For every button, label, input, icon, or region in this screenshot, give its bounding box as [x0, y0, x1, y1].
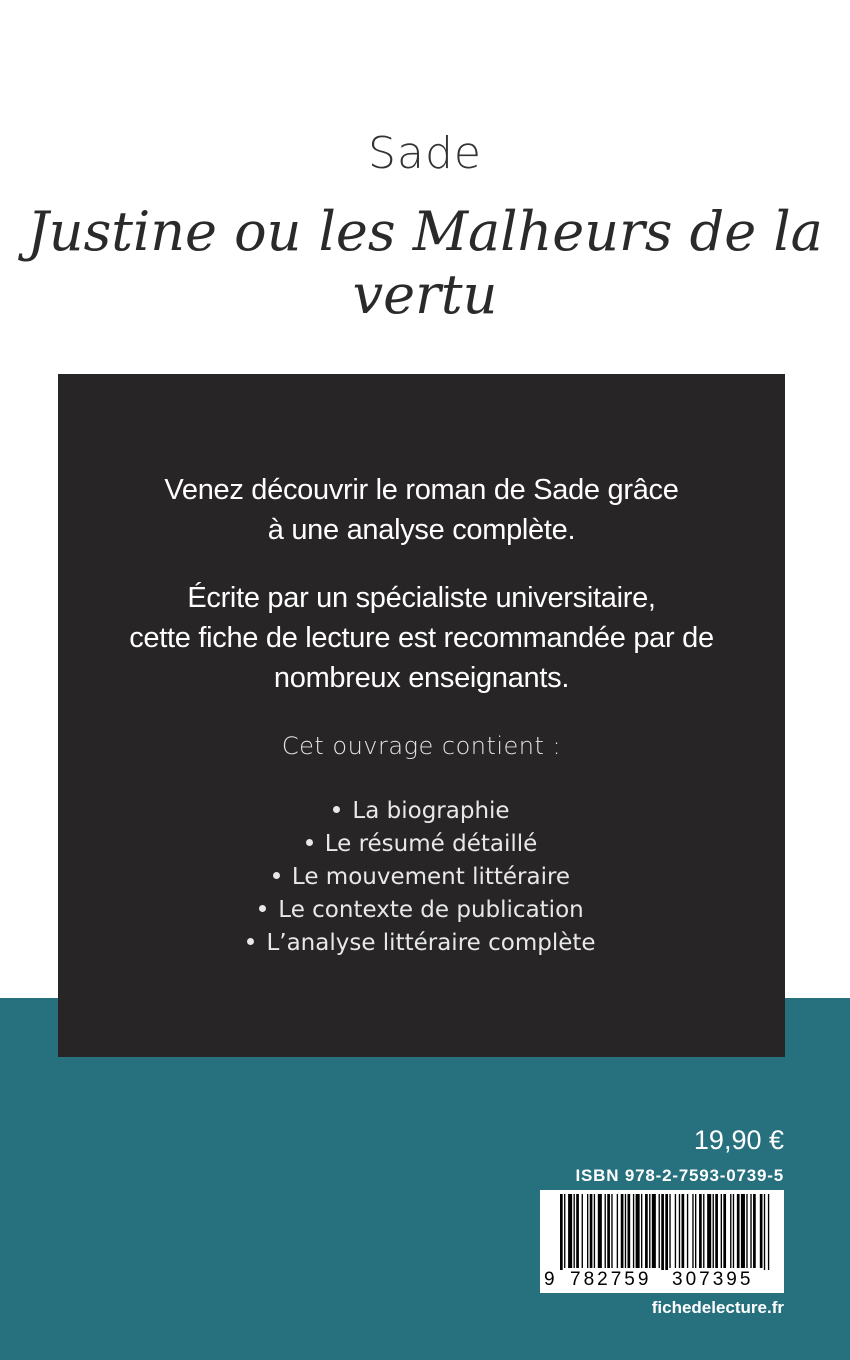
- barcode-bar: [617, 1194, 618, 1268]
- list-item: [58, 861, 785, 894]
- barcode-bar: [594, 1194, 595, 1268]
- barcode-bar: [741, 1194, 745, 1268]
- barcode-bar: [695, 1194, 696, 1268]
- barcode-bar: [652, 1194, 656, 1268]
- barcode-digits: [540, 1269, 784, 1291]
- barcode-bar: [715, 1194, 718, 1268]
- contents-heading: Cet ouvrage contient :: [281, 732, 562, 760]
- barcode-bar: [625, 1194, 626, 1268]
- barcode-bar: [713, 1194, 714, 1268]
- isbn-label: ISBN 978-2-7593-0739-5: [575, 1166, 784, 1185]
- barcode-bar: [750, 1194, 751, 1268]
- barcode-lead-digit: 9: [544, 1269, 555, 1290]
- barcode-bar: [590, 1194, 593, 1268]
- barcode-bar: [621, 1194, 624, 1268]
- barcode-bar: [723, 1194, 726, 1268]
- barcode-bar: [587, 1194, 588, 1268]
- barcode-bar: [633, 1194, 634, 1268]
- author-paragraph: [58, 578, 785, 698]
- bullet-icon: [273, 872, 280, 879]
- barcode-bar: [649, 1194, 650, 1268]
- list-item-label: Le résumé détaillé: [324, 831, 538, 857]
- barcode-bar: [737, 1194, 740, 1268]
- barcode-bar: [692, 1194, 693, 1268]
- author-line-1: Écrite par un spécialiste universitaire,: [187, 582, 656, 614]
- list-item-label: L’analyse littéraire complète: [266, 930, 596, 956]
- author-line-3: nombreux enseignants.: [273, 662, 570, 694]
- list-item-label: La biographie: [352, 798, 510, 824]
- barcode-bar: [679, 1194, 680, 1268]
- list-item-label: Le mouvement littéraire: [291, 864, 571, 890]
- barcode-bar: [564, 1194, 565, 1268]
- barcode-bar: [730, 1194, 731, 1268]
- barcode-bar: [645, 1194, 648, 1268]
- barcode-bar: [746, 1194, 747, 1268]
- contents-list: [58, 795, 785, 960]
- barcode-bar: [568, 1194, 572, 1268]
- list-item: [58, 927, 785, 960]
- bullet-icon: [306, 839, 313, 846]
- book-title: Justine ou les Malheurs de la vertu: [27, 200, 823, 326]
- barcode-bar: [707, 1194, 711, 1268]
- barcode-bar: [582, 1194, 583, 1268]
- barcode-bar: [669, 1194, 670, 1268]
- barcode-bar: [560, 1194, 563, 1270]
- barcode-bar: [636, 1194, 640, 1268]
- barcode-bar: [665, 1194, 668, 1270]
- bullet-icon: [333, 806, 340, 813]
- description-panel: [58, 374, 785, 1057]
- list-item-label: Le contexte de publication: [278, 897, 584, 923]
- barcode-bars: [540, 1190, 784, 1270]
- list-item: [58, 828, 785, 861]
- author-name: Sade: [368, 128, 482, 179]
- barcode-bar: [699, 1194, 702, 1268]
- barcode-bar: [641, 1194, 642, 1268]
- bullet-icon: [247, 938, 254, 945]
- list-item: [58, 894, 785, 927]
- barcode-bar: [628, 1194, 631, 1268]
- barcode-bar: [598, 1194, 602, 1268]
- barcode-bar: [574, 1194, 575, 1268]
- barcode: [540, 1190, 784, 1293]
- website-label: fichedelecture.fr: [651, 1298, 784, 1317]
- author-line-2: cette fiche de lecture est recommandée par de: [129, 622, 714, 654]
- barcode-group-1: 782759: [570, 1269, 652, 1290]
- price-label: 19,90 €: [693, 1125, 784, 1155]
- barcode-bar: [721, 1194, 722, 1268]
- bullet-icon: [259, 905, 266, 912]
- barcode-bar: [607, 1194, 610, 1268]
- barcode-bar: [605, 1194, 606, 1268]
- intro-line-1: Venez découvrir le roman de Sade grâce: [164, 474, 679, 506]
- barcode-bar: [703, 1194, 704, 1268]
- barcode-bar: [611, 1194, 612, 1268]
- intro-paragraph: [58, 470, 785, 550]
- barcode-bar: [733, 1194, 734, 1268]
- barcode-bar: [675, 1194, 676, 1268]
- intro-line-2: à une analyse complète.: [267, 514, 576, 546]
- list-item: [58, 795, 785, 828]
- barcode-bar: [764, 1194, 765, 1270]
- barcode-bar: [753, 1194, 756, 1268]
- barcode-group-2: 307395: [672, 1269, 754, 1290]
- barcode-bar: [768, 1194, 769, 1270]
- barcode-bar: [576, 1194, 579, 1268]
- barcode-bar: [687, 1194, 688, 1268]
- barcode-bar: [760, 1194, 763, 1268]
- barcode-bar: [659, 1194, 660, 1268]
- barcode-bar: [661, 1194, 664, 1270]
- barcode-bar: [682, 1194, 685, 1268]
